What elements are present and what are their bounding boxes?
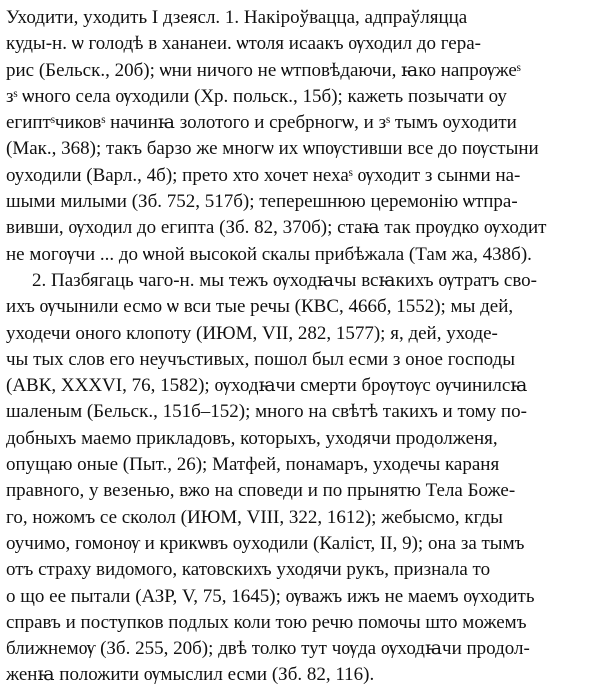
entry-line: шаленым (Бельск., 151б–152); много на свѣтѣ такихъ и тому по- [6, 401, 527, 423]
entry-line: вивши, ѹходил до египта (Зб. 82, 370б); стаꙗ так прѹдко ѹходит [6, 217, 547, 239]
entry-line: женꙗ положити ѹмыслил есми (Зб. 82, 116). [6, 664, 375, 686]
entry-line: отъ страху видомого, катовскихъ уходячи рукъ, признала то [6, 559, 491, 581]
entry-line: уходечи оного клопоту (ИЮМ, VII, 282, 1577); я, дей, уходе- [6, 322, 498, 344]
entry-line: ихъ ѹчынили есмо ѡ вси тые речы (КВС, 466б, 1552); мы дей, [6, 296, 514, 318]
entry-line: правного, у везенью, вжо на споведи и по прынятю Тела Боже- [6, 480, 516, 502]
entry-line: оуходили (Варл., 4б); прето хто хочет нехаˢ ѹходит з сынми на- [6, 164, 521, 186]
entry-line: (Мак., 368); такъ барзо же многѡ их ѡпѹстивши все до пѹстыни [6, 138, 539, 160]
entry-line: ближнемѹ (Зб. 255, 20б); двѣ толко тут чѹда ѹходꙗчи продол- [6, 638, 530, 660]
entry-line: го, ножомъ се сколол (ИЮМ, VIII, 322, 1612); жебысмо, кгды [6, 506, 503, 528]
entry-line: (АВК, XXXVI, 76, 1582); ѹходꙗчи смерти брѹтѹс ѹчинилсꙗ [6, 375, 528, 397]
entry-line: добныхъ маемо прикладовъ, которыхъ, уходячи продолженя, [6, 427, 498, 449]
entry-line: зˢ ѡного села ѹходили (Хр. польск., 15б); кажеть позычати оу [6, 85, 507, 107]
entry-line: шыми милыми (Зб. 752, 517б); теперешнюю церемонію ѡтпра- [6, 191, 518, 213]
entry-line: справъ и поступков подлых коли тою речю помочы што можемъ [6, 611, 527, 633]
entry-line: куды-н. ѡ голодѣ в хананеи. ѡтоля исаакъ ѹходил до гера- [6, 33, 481, 55]
entry-line: 2. Пазбягаць чаго-н. мы тежъ ѹходꙗчы всꙗкихъ ѹтратъ сво- [32, 269, 537, 291]
dictionary-entry [6, 5, 603, 686]
entry-line: Уходити, уходить I дзеясл. 1. Накіроўвацца, адпраўляцца [6, 7, 468, 28]
entry-line: рис (Бельск., 20б); ѡни ничого не ѡтповѣдаючи, ꙗко напрѹжеˢ [6, 59, 521, 81]
entry-line: египтˢчиковˢ начинꙗ золотого и сребрногѡ, и зˢ тымъ оуходити [6, 112, 517, 134]
entry-line: о що ее пытали (АЗР, V, 75, 1645); ѹважъ ижъ не маемъ ѹходить [6, 585, 535, 607]
entry-line: не могѹчи ... до ѡной высокой скалы прибѣжала (Там жа, 438б). [6, 243, 532, 265]
entry-line: чы тых слов его неучъстивых, пошол был есми з оное господы [6, 348, 516, 370]
entry-line: опущаю оные (Пыт., 26); Матфей, понамаръ, уходечы караня [6, 454, 500, 476]
entry-line: оучимо, гомонѹ и крикѡвъ оуходили (Каліст, II, 9); она за тымъ [6, 532, 525, 554]
